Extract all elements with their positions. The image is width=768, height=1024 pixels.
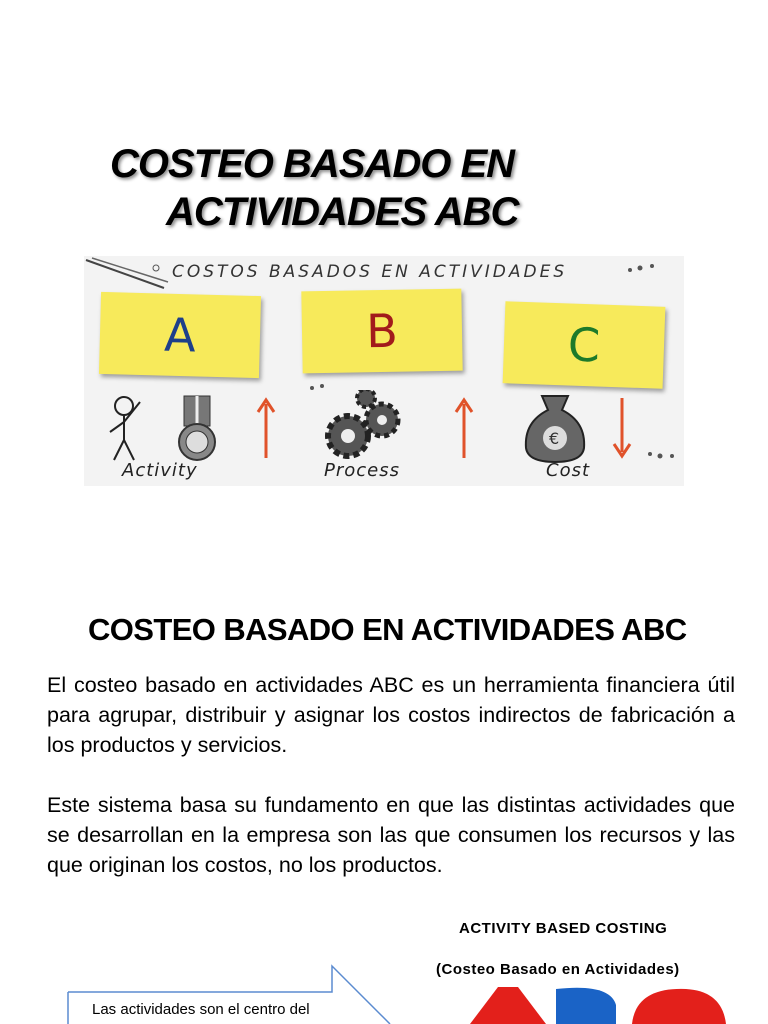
money-bag-icon [520, 392, 590, 464]
section-heading: COSTEO BASADO EN ACTIVIDADES ABC [88, 612, 687, 647]
paragraph-2: Este sistema basa su fundamento en que las distintas actividades que se desarrollan en la empresa son las que consumen los recursos y las que originan los costos, no los productos. [47, 793, 735, 877]
arrow-down-icon [610, 396, 634, 460]
caption-cost: Cost [546, 460, 591, 481]
title-line-2: ACTIVIDADES ABC [166, 190, 519, 234]
medal-icon [172, 394, 222, 464]
sticky-note-a: A [99, 292, 261, 378]
arrow-up-icon [254, 396, 278, 460]
caption-process: Process [324, 460, 400, 481]
abc-illustration [84, 256, 684, 486]
paragraph-1: El costeo basado en actividades ABC es un herramienta financiera útil para agrupar, distribuir y asignar los costos indirectos de fabricación a los productos y servicios. [47, 673, 735, 757]
abc-logo-letters [460, 985, 730, 1024]
abc-diagram-heading: ACTIVITY BASED COSTING [459, 920, 668, 937]
arrow-up-icon [452, 396, 476, 460]
dots-icon [306, 380, 336, 394]
pen-icon [84, 256, 174, 296]
svg-text:€: € [549, 429, 560, 448]
caption-activity: Activity [122, 460, 198, 481]
dots-icon [624, 262, 664, 276]
sticky-note-c: C [503, 301, 666, 389]
title-line-1: COSTEO BASADO EN [110, 142, 515, 186]
figure-banner: COSTOS BASADOS EN ACTIVIDADES [172, 262, 568, 282]
abc-diagram-subheading: (Costeo Basado en Actividades) [436, 961, 680, 978]
callout-text: Las actividades son el centro del [92, 1001, 310, 1018]
sticky-note-b: B [301, 289, 462, 374]
stick-figure-icon [102, 394, 152, 464]
gears-icon [320, 390, 410, 462]
dots-icon [644, 448, 684, 462]
page-title [110, 140, 670, 236]
